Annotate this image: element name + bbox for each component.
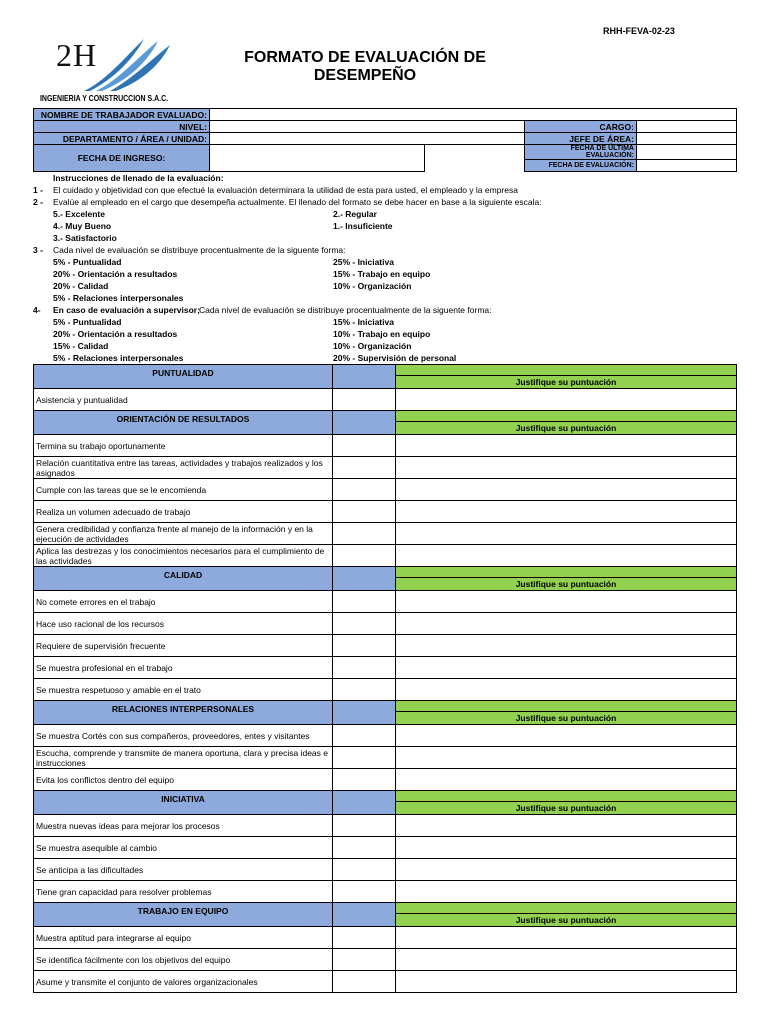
justify-label: Justifique su puntuación xyxy=(396,577,736,590)
criterion-row xyxy=(34,501,737,523)
justify-header xyxy=(396,791,737,815)
criterion-label: Aplica las destrezas y los conocimientos necesarios para el cumplimiento de las actividades xyxy=(34,545,333,567)
instructions-heading: Instrucciones de llenado de la evaluación: xyxy=(53,173,224,183)
criterion-label: Termina su trabajo oportunamente xyxy=(34,435,333,457)
section-header-row xyxy=(34,903,737,927)
criterion-label: Se muestra asequible al cambio xyxy=(34,837,333,859)
weight-item: 15% - Calidad xyxy=(53,341,109,351)
justify-header xyxy=(396,365,737,389)
scale-item: 2.- Regular xyxy=(333,209,377,219)
manager-label: JEFE DE ÁREA: xyxy=(525,133,637,145)
weight-item: 20% - Orientación a resultados xyxy=(53,269,178,279)
justify-label: Justifique su puntuación xyxy=(396,913,736,926)
position-field[interactable] xyxy=(637,121,737,133)
criterion-label: Asume y transmite el conjunto de valores organizacionales xyxy=(34,971,333,993)
justification-field[interactable] xyxy=(396,949,737,971)
score-field[interactable] xyxy=(333,635,396,657)
criterion-row xyxy=(34,859,737,881)
criterion-label: Relación cuantitativa entre las tareas, actividades y trabajos realizados y los asignados xyxy=(34,457,333,479)
section-header-row xyxy=(34,701,737,725)
score-field[interactable] xyxy=(333,881,396,903)
instruction-text: Cada nivel de evaluación se distribuye procentualmente de la siguente forma: xyxy=(53,245,346,255)
criterion-label: Cumple con las tareas que se le encomienda xyxy=(34,479,333,501)
justification-field[interactable] xyxy=(396,635,737,657)
instruction-text-bold: En caso de evaluación a supervisor; xyxy=(53,305,200,315)
weight-item: 5% - Puntualidad xyxy=(53,317,122,327)
section-header-row xyxy=(34,791,737,815)
last-eval-date-label: FECHA DE ÚLTIMA EVALUACIÓN: xyxy=(525,145,637,160)
level-label: NIVEL: xyxy=(34,121,210,133)
step-number: 2 - xyxy=(33,197,43,207)
section-score-header xyxy=(333,567,396,591)
criterion-label: Requiere de supervisión frecuente xyxy=(34,635,333,657)
score-field[interactable] xyxy=(333,747,396,769)
criterion-label: Realiza un volumen adecuado de trabajo xyxy=(34,501,333,523)
weight-item: 5% - Puntualidad xyxy=(53,257,122,267)
justification-field[interactable] xyxy=(396,837,737,859)
scale-item: 1.- Insuficiente xyxy=(333,221,393,231)
score-field[interactable] xyxy=(333,837,396,859)
criterion-row xyxy=(34,679,737,701)
criterion-row xyxy=(34,949,737,971)
score-field[interactable] xyxy=(333,859,396,881)
criterion-row xyxy=(34,769,737,791)
section-score-header xyxy=(333,411,396,435)
score-field[interactable] xyxy=(333,435,396,457)
weight-item: 5% - Relaciones interpersonales xyxy=(53,293,184,303)
justification-field[interactable] xyxy=(396,971,737,993)
justify-header xyxy=(396,411,737,435)
justification-field[interactable] xyxy=(396,815,737,837)
section-score-header xyxy=(333,365,396,389)
weight-item: 5% - Relaciones interpersonales xyxy=(53,353,184,363)
justify-label: Justifique su puntuación xyxy=(396,375,736,388)
hire-date-label: FECHA DE INGRESO: xyxy=(34,145,210,172)
weight-item: 25% - Iniciativa xyxy=(333,257,394,267)
section-title: ORIENTACIÓN DE RESULTADOS xyxy=(34,411,333,435)
score-field[interactable] xyxy=(333,815,396,837)
score-field[interactable] xyxy=(333,657,396,679)
weight-item: 15% - Iniciativa xyxy=(333,317,394,327)
instructions xyxy=(33,173,736,363)
weight-item: 10% - Organización xyxy=(333,281,412,291)
justification-field[interactable] xyxy=(396,881,737,903)
criterion-label: Se anticipa a las dificultades xyxy=(34,859,333,881)
instruction-text: El cuidado y objetividad con que efectué la evaluación determinara la utilidad de esta para usted, el empleado y la empresa xyxy=(53,185,518,195)
weight-item: 15% - Trabajo en equipo xyxy=(333,269,431,279)
justification-field[interactable] xyxy=(396,679,737,701)
section-title: RELACIONES INTERPERSONALES xyxy=(34,701,333,725)
criterion-label: Genera credibilidad y confianza frente al manejo de la información y en la ejecución de actividades xyxy=(34,523,333,545)
company-name: INGENIERIA Y CONSTRUCCION S.A.C. xyxy=(40,93,169,103)
criterion-row xyxy=(34,747,737,769)
criterion-row xyxy=(34,613,737,635)
justify-header xyxy=(396,903,737,927)
criterion-row xyxy=(34,457,737,479)
weight-item: 10% - Trabajo en equipo xyxy=(333,329,431,339)
criterion-row xyxy=(34,523,737,545)
weight-item: 20% - Supervisión de personal xyxy=(333,353,457,363)
step-number: 4- xyxy=(33,305,41,315)
score-field[interactable] xyxy=(333,949,396,971)
justification-field[interactable] xyxy=(396,457,737,479)
scale-item: 4.- Muy Bueno xyxy=(53,221,112,231)
evaluation-table xyxy=(33,364,737,993)
score-field[interactable] xyxy=(333,545,396,567)
last-eval-date-field[interactable] xyxy=(637,145,737,160)
justify-header xyxy=(396,701,737,725)
criterion-label: Se muestra respetuoso y amable en el trato xyxy=(34,679,333,701)
criterion-row xyxy=(34,389,737,411)
section-score-header xyxy=(333,701,396,725)
section-title: INICIATIVA xyxy=(34,791,333,815)
score-field[interactable] xyxy=(333,501,396,523)
criterion-row xyxy=(34,591,737,613)
weight-item: 20% - Orientación a resultados xyxy=(53,329,178,339)
position-label: CARGO: xyxy=(525,121,637,133)
criterion-row xyxy=(34,435,737,457)
logo-waves-icon xyxy=(82,35,172,93)
score-field[interactable] xyxy=(333,479,396,501)
spacer-cell xyxy=(425,145,525,172)
criterion-row xyxy=(34,927,737,949)
criterion-label: Se muestra profesional en el trabajo xyxy=(34,657,333,679)
scale-item: 5.- Excelente xyxy=(53,209,105,219)
justification-field[interactable] xyxy=(396,435,737,457)
manager-field[interactable] xyxy=(637,133,737,145)
justification-field[interactable] xyxy=(396,591,737,613)
justification-field[interactable] xyxy=(396,725,737,747)
hire-date-field[interactable] xyxy=(210,145,425,172)
criterion-row xyxy=(34,479,737,501)
justification-field[interactable] xyxy=(396,859,737,881)
criterion-row xyxy=(34,881,737,903)
score-field[interactable] xyxy=(333,457,396,479)
justification-field[interactable] xyxy=(396,927,737,949)
level-field[interactable] xyxy=(210,121,525,133)
worker-name-field[interactable] xyxy=(210,109,737,121)
score-field[interactable] xyxy=(333,523,396,545)
section-title: TRABAJO EN EQUIPO xyxy=(34,903,333,927)
company-logo xyxy=(36,35,186,105)
section-header-row xyxy=(34,567,737,591)
weight-item: 10% - Organización xyxy=(333,341,412,351)
justification-field[interactable] xyxy=(396,747,737,769)
instruction-text: Cada nivel de evaluación se distribuye procentualmente de la siguente forma: xyxy=(199,305,492,315)
justify-label: Justifique su puntuación xyxy=(396,801,736,814)
eval-date-label: FECHA DE EVALUACIÓN: xyxy=(525,160,637,172)
justify-label: Justifique su puntuación xyxy=(396,421,736,434)
criterion-label: Evita los conflictos dentro del equipo xyxy=(34,769,333,791)
criterion-row xyxy=(34,971,737,993)
weight-item: 20% - Calidad xyxy=(53,281,109,291)
eval-date-field[interactable] xyxy=(637,160,737,172)
criterion-label: Escucha, comprende y transmite de manera oportuna, clara y precisa ideas e instrucciones xyxy=(34,747,333,769)
instruction-text: Evalúe al empleado en el cargo que desempeña actualmente. El llenado del formato se debe hacer en base a la siguiente escala: xyxy=(53,197,542,207)
department-field[interactable] xyxy=(210,133,525,145)
document-code: RHH-FEVA-02-23 xyxy=(603,26,675,36)
criterion-label: Muestra aptitud para integrarse al equipo xyxy=(34,927,333,949)
department-label: DEPARTAMENTO / ÁREA / UNIDAD: xyxy=(34,133,210,145)
criterion-row xyxy=(34,725,737,747)
criterion-label: Muestra nuevas ideas para mejorar los procesos xyxy=(34,815,333,837)
section-title: CALIDAD xyxy=(34,567,333,591)
justification-field[interactable] xyxy=(396,389,737,411)
criterion-label: Se muestra Cortés con sus compañeros, proveedores, entes y visitantes xyxy=(34,725,333,747)
criterion-row xyxy=(34,657,737,679)
criterion-row xyxy=(34,635,737,657)
page-title: FORMATO DE EVALUACIÓN DE DESEMPEÑO xyxy=(244,49,486,84)
section-header-row xyxy=(34,411,737,435)
justification-field[interactable] xyxy=(396,613,737,635)
criterion-label: Hace uso racional de los recursos xyxy=(34,613,333,635)
justification-field[interactable] xyxy=(396,523,737,545)
justification-field[interactable] xyxy=(396,657,737,679)
section-score-header xyxy=(333,791,396,815)
score-field[interactable] xyxy=(333,769,396,791)
section-score-header xyxy=(333,903,396,927)
scale-item: 3.- Satisfactorio xyxy=(53,233,117,243)
justification-field[interactable] xyxy=(396,545,737,567)
criterion-row xyxy=(34,837,737,859)
justify-header xyxy=(396,567,737,591)
criterion-label: No comete errores en el trabajo xyxy=(34,591,333,613)
justify-label: Justifique su puntuación xyxy=(396,711,736,724)
section-header-row xyxy=(34,365,737,389)
justification-field[interactable] xyxy=(396,769,737,791)
criterion-label: Tiene gran capacidad para resolver problemas xyxy=(34,881,333,903)
score-field[interactable] xyxy=(333,679,396,701)
criterion-label: Se identifica fácilmente con los objetivos del equipo xyxy=(34,949,333,971)
score-field[interactable] xyxy=(333,971,396,993)
score-field[interactable] xyxy=(333,389,396,411)
worker-name-label: NOMBRE DE TRABAJADOR EVALUADO: xyxy=(34,109,210,121)
employee-info-table xyxy=(33,108,737,172)
step-number: 3 - xyxy=(33,245,43,255)
criterion-label: Asistencia y puntualidad xyxy=(34,389,333,411)
score-field[interactable] xyxy=(333,591,396,613)
score-field[interactable] xyxy=(333,725,396,747)
criterion-row xyxy=(34,815,737,837)
step-number: 1 - xyxy=(33,185,43,195)
section-title: PUNTUALIDAD xyxy=(34,365,333,389)
score-field[interactable] xyxy=(333,927,396,949)
score-field[interactable] xyxy=(333,613,396,635)
justification-field[interactable] xyxy=(396,479,737,501)
justification-field[interactable] xyxy=(396,501,737,523)
logo-mark: 2H xyxy=(56,37,98,73)
criterion-row xyxy=(34,545,737,567)
